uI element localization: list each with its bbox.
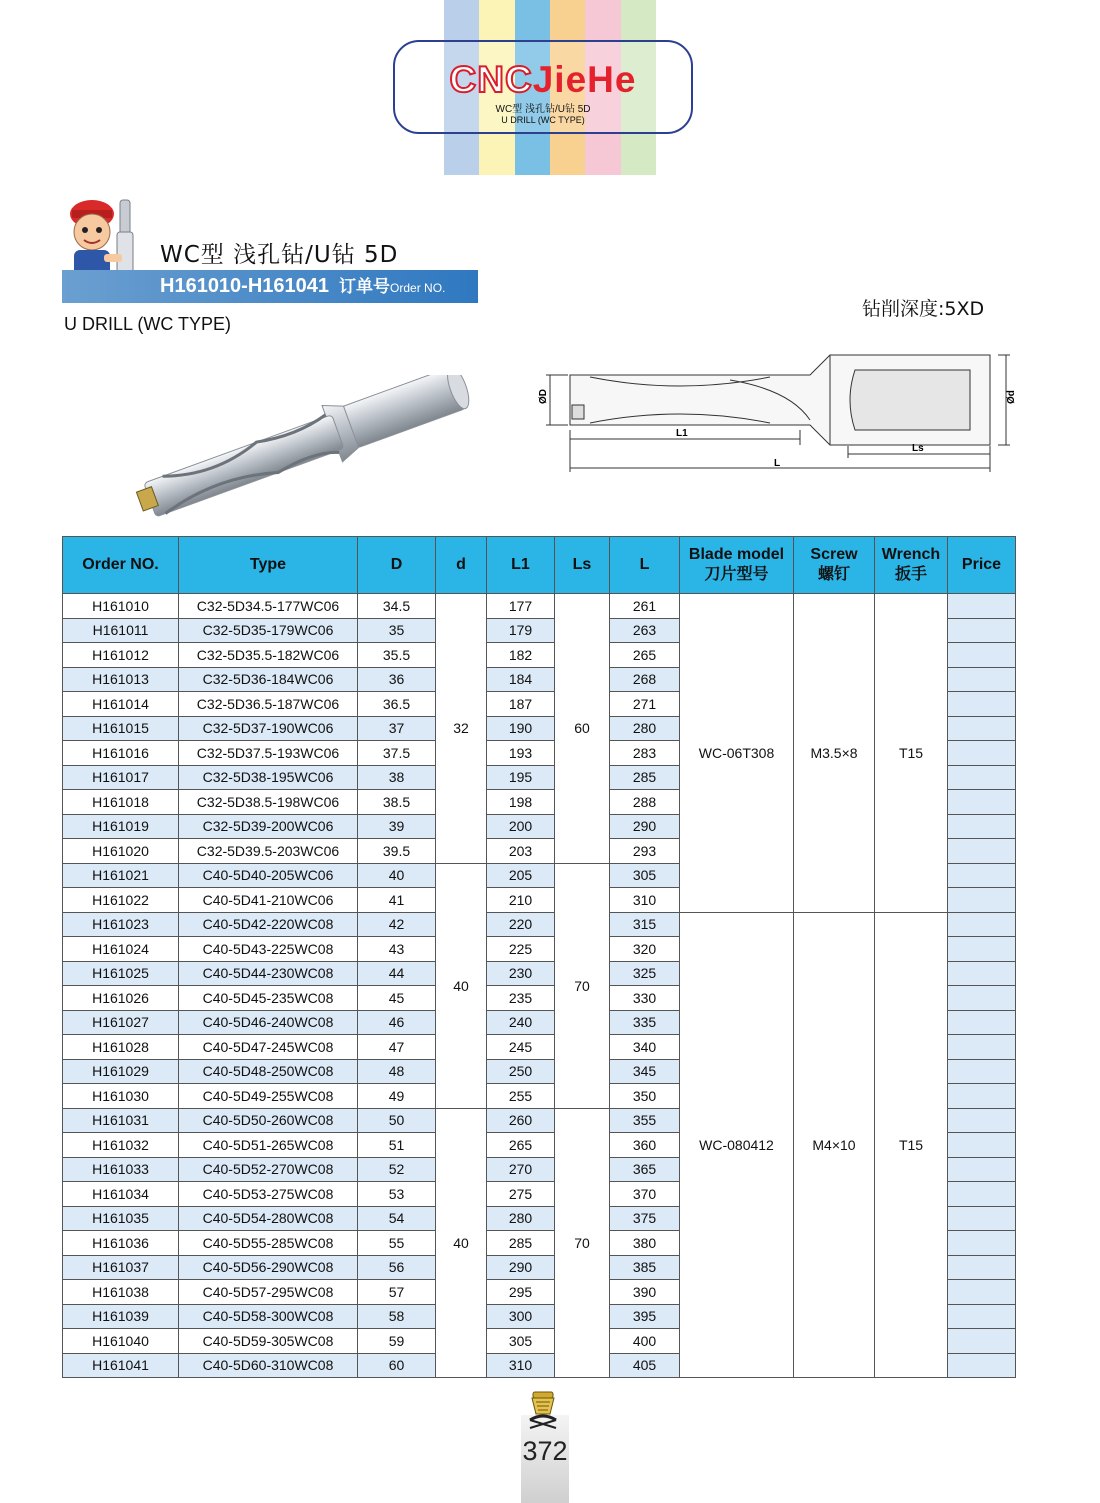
cell-d: 40 [436,863,487,1108]
cell-order: H161041 [63,1353,179,1378]
cell-order: H161025 [63,961,179,986]
cell-order: H161024 [63,937,179,962]
cell-D: 38 [358,765,436,790]
cell-order: H161013 [63,667,179,692]
cell-L: 280 [610,716,680,741]
cell-D: 46 [358,1010,436,1035]
trophy-icon [526,1390,560,1430]
cell-L: 305 [610,863,680,888]
cell-D: 54 [358,1206,436,1231]
cell-screw: M4×10 [794,912,875,1378]
cell-type: C40-5D57-295WC08 [179,1280,358,1305]
cell-price [948,888,1016,913]
cell-order: H161029 [63,1059,179,1084]
brand-logo-box [393,40,693,134]
page-title-cn: WC型 浅孔钻/U钻 5D [160,242,399,268]
cell-L: 340 [610,1035,680,1060]
cell-type: C32-5D38-195WC06 [179,765,358,790]
cell-L1: 177 [487,594,555,619]
cell-price [948,594,1016,619]
cell-order: H161038 [63,1280,179,1305]
cell-price [948,1329,1016,1354]
cell-L: 405 [610,1353,680,1378]
cell-type: C40-5D46-240WC08 [179,1010,358,1035]
cell-L1: 310 [487,1353,555,1378]
cell-L1: 210 [487,888,555,913]
cell-L1: 198 [487,790,555,815]
dimension-label-L1: L1 [676,428,688,439]
cell-D: 35 [358,618,436,643]
cell-order: H161011 [63,618,179,643]
table-header-row [63,537,1016,594]
cell-L: 283 [610,741,680,766]
cell-order: H161032 [63,1133,179,1158]
cell-order: H161030 [63,1084,179,1109]
order-range: H161010-H161041 [160,275,330,297]
cell-price [948,1182,1016,1207]
cell-price [948,692,1016,717]
cell-L: 330 [610,986,680,1011]
cell-D: 37.5 [358,741,436,766]
cell-type: C40-5D49-255WC08 [179,1084,358,1109]
cell-price [948,1255,1016,1280]
cell-order: H161027 [63,1010,179,1035]
cell-D: 57 [358,1280,436,1305]
cell-L: 395 [610,1304,680,1329]
cell-order: H161028 [63,1035,179,1060]
cell-type: C40-5D50-260WC08 [179,1108,358,1133]
brand-subtitle-en: U DRILL (WC TYPE) [501,115,585,125]
header-type: Type [179,537,358,594]
cell-Ls: 70 [555,1108,610,1378]
header-screw-en: Screw [810,546,858,563]
cell-price [948,716,1016,741]
cell-L: 390 [610,1280,680,1305]
cell-D: 36.5 [358,692,436,717]
brand-jiehe: JieHe [532,59,637,100]
cell-price [948,814,1016,839]
cell-L: 310 [610,888,680,913]
cell-L1: 265 [487,1133,555,1158]
cell-type: C40-5D40-205WC06 [179,863,358,888]
cell-order: H161035 [63,1206,179,1231]
cell-D: 53 [358,1182,436,1207]
cell-L: 268 [610,667,680,692]
cell-D: 55 [358,1231,436,1256]
cell-type: C40-5D41-210WC06 [179,888,358,913]
cell-L1: 240 [487,1010,555,1035]
cell-L1: 182 [487,643,555,668]
cell-L: 271 [610,692,680,717]
cell-price [948,741,1016,766]
cell-L1: 300 [487,1304,555,1329]
cell-order: H161026 [63,986,179,1011]
cell-L: 261 [610,594,680,619]
table-row [63,594,1016,619]
dimension-label-D: ØD [538,389,549,404]
drill-photo [122,375,482,525]
cell-d: 32 [436,594,487,864]
cell-type: C32-5D36.5-187WC06 [179,692,358,717]
cell-L1: 187 [487,692,555,717]
cell-price [948,961,1016,986]
cell-type: C32-5D37.5-193WC06 [179,741,358,766]
cell-type: C40-5D44-230WC08 [179,961,358,986]
page-number: 372 [522,1436,568,1466]
order-number-bar [62,270,478,303]
cell-type: C32-5D35-179WC06 [179,618,358,643]
cell-type: C32-5D37-190WC06 [179,716,358,741]
cell-D: 40 [358,863,436,888]
cell-L1: 230 [487,961,555,986]
cell-type: C40-5D42-220WC08 [179,912,358,937]
cell-L: 335 [610,1010,680,1035]
header-D: D [358,537,436,594]
cell-order: H161033 [63,1157,179,1182]
cell-D: 44 [358,961,436,986]
brand-cnc: CNC [449,59,533,100]
cell-L1: 179 [487,618,555,643]
cell-order: H161017 [63,765,179,790]
drill-dimension-diagram [530,350,1020,475]
cell-L1: 200 [487,814,555,839]
cell-L1: 285 [487,1231,555,1256]
cell-L1: 295 [487,1280,555,1305]
cell-D: 45 [358,986,436,1011]
cell-price [948,1353,1016,1378]
cell-type: C32-5D35.5-182WC06 [179,643,358,668]
cell-L1: 255 [487,1084,555,1109]
brand-subtitle-cn: WC型 浅孔钻/U钻 5D [495,104,591,115]
cell-L1: 260 [487,1108,555,1133]
cell-price [948,1010,1016,1035]
cell-D: 60 [358,1353,436,1378]
cell-L1: 220 [487,912,555,937]
cell-type: C40-5D55-285WC08 [179,1231,358,1256]
cell-price [948,937,1016,962]
cell-order: H161020 [63,839,179,864]
cell-L1: 193 [487,741,555,766]
cell-type: C40-5D56-290WC08 [179,1255,358,1280]
cell-L: 400 [610,1329,680,1354]
cell-price [948,1280,1016,1305]
cell-price [948,863,1016,888]
cell-order: H161023 [63,912,179,937]
cell-L1: 235 [487,986,555,1011]
dimension-label-d: Ød [1006,390,1017,404]
cell-price [948,1059,1016,1084]
cell-D: 39.5 [358,839,436,864]
cell-L: 325 [610,961,680,986]
cell-L1: 280 [487,1206,555,1231]
cell-D: 36 [358,667,436,692]
cell-price [948,618,1016,643]
cell-L: 375 [610,1206,680,1231]
cell-blade: WC-06T308 [680,594,794,913]
header-blade-en: Blade model [688,546,785,563]
cell-order: H161022 [63,888,179,913]
cell-L1: 275 [487,1182,555,1207]
cell-L: 385 [610,1255,680,1280]
cell-type: C40-5D58-300WC08 [179,1304,358,1329]
cell-order: H161012 [63,643,179,668]
cell-price [948,839,1016,864]
cell-order: H161021 [63,863,179,888]
cell-type: C32-5D39-200WC06 [179,814,358,839]
cell-D: 35.5 [358,643,436,668]
cell-L: 350 [610,1084,680,1109]
cell-L1: 270 [487,1157,555,1182]
cell-price [948,1206,1016,1231]
cell-L: 285 [610,765,680,790]
cell-L: 355 [610,1108,680,1133]
cell-L1: 205 [487,863,555,888]
cell-price [948,643,1016,668]
cell-L: 370 [610,1182,680,1207]
cell-price [948,1231,1016,1256]
cell-d: 40 [436,1108,487,1378]
cell-price [948,765,1016,790]
cell-D: 41 [358,888,436,913]
cell-type: C40-5D52-270WC08 [179,1157,358,1182]
cell-type: C40-5D59-305WC08 [179,1329,358,1354]
cell-L1: 250 [487,1059,555,1084]
cell-price [948,1035,1016,1060]
cell-L1: 225 [487,937,555,962]
cell-price [948,1108,1016,1133]
header-wrench-en: Wrench [881,546,941,563]
cell-order: H161040 [63,1329,179,1354]
cell-type: C40-5D53-275WC08 [179,1182,358,1207]
cell-L: 293 [610,839,680,864]
cell-L: 288 [610,790,680,815]
cell-price [948,1133,1016,1158]
cell-D: 39 [358,814,436,839]
table-row [63,912,1016,937]
header-Ls: Ls [555,537,610,594]
cell-type: C40-5D47-245WC08 [179,1035,358,1060]
cell-D: 34.5 [358,594,436,619]
header-order: Order NO. [63,537,179,594]
cell-order: H161018 [63,790,179,815]
cell-L: 365 [610,1157,680,1182]
cell-wrench: T15 [875,594,948,913]
page-title-en: U DRILL (WC TYPE) [64,314,232,334]
cell-order: H161037 [63,1255,179,1280]
cell-type: C40-5D54-280WC08 [179,1206,358,1231]
cell-blade: WC-080412 [680,912,794,1378]
cell-price [948,1157,1016,1182]
cell-D: 47 [358,1035,436,1060]
cell-price [948,986,1016,1011]
cell-L: 290 [610,814,680,839]
cell-wrench: T15 [875,912,948,1378]
cell-Ls: 60 [555,594,610,864]
cell-D: 37 [358,716,436,741]
cell-D: 43 [358,937,436,962]
cell-type: C32-5D39.5-203WC06 [179,839,358,864]
cell-type: C40-5D43-225WC08 [179,937,358,962]
cell-order: H161015 [63,716,179,741]
cell-price [948,1304,1016,1329]
cell-type: C40-5D51-265WC08 [179,1133,358,1158]
cell-type: C32-5D34.5-177WC06 [179,594,358,619]
cell-L1: 245 [487,1035,555,1060]
cell-L: 263 [610,618,680,643]
cell-D: 52 [358,1157,436,1182]
header-price: Price [948,537,1016,594]
header-wrench [875,537,948,594]
cell-type: C40-5D60-310WC08 [179,1353,358,1378]
cell-L1: 195 [487,765,555,790]
cell-order: H161010 [63,594,179,619]
header-d: d [436,537,487,594]
order-label-en: Order NO. [390,281,446,295]
cell-price [948,790,1016,815]
cell-order: H161031 [63,1108,179,1133]
cell-order: H161016 [63,741,179,766]
cell-Ls: 70 [555,863,610,1108]
cell-order: H161039 [63,1304,179,1329]
header-blade-cn: 刀片型号 [704,566,769,583]
header-blade [680,537,794,594]
cell-type: C32-5D38.5-198WC06 [179,790,358,815]
cell-screw: M3.5×8 [794,594,875,913]
header-screw [794,537,875,594]
cell-L1: 203 [487,839,555,864]
cell-L1: 184 [487,667,555,692]
cell-order: H161019 [63,814,179,839]
cell-L: 380 [610,1231,680,1256]
cell-D: 38.5 [358,790,436,815]
header-wrench-cn: 扳手 [894,566,927,583]
cell-price [948,1084,1016,1109]
cell-D: 50 [358,1108,436,1133]
cell-D: 48 [358,1059,436,1084]
cell-L: 315 [610,912,680,937]
cell-L1: 305 [487,1329,555,1354]
cell-L: 265 [610,643,680,668]
cell-type: C40-5D45-235WC08 [179,986,358,1011]
dimension-label-Ls: Ls [912,443,924,454]
spec-table [62,536,1016,1378]
cell-type: C40-5D48-250WC08 [179,1059,358,1084]
cell-price [948,912,1016,937]
cell-order: H161014 [63,692,179,717]
cell-D: 58 [358,1304,436,1329]
cell-L: 320 [610,937,680,962]
header-L: L [610,537,680,594]
cell-L: 360 [610,1133,680,1158]
cell-type: C32-5D36-184WC06 [179,667,358,692]
dimension-label-L: L [774,458,781,469]
drilling-depth-label: 钻削深度:5XD [862,298,985,320]
cell-D: 56 [358,1255,436,1280]
cell-order: H161036 [63,1231,179,1256]
header-screw-cn: 螺钉 [817,566,850,583]
cell-D: 42 [358,912,436,937]
table-body [63,594,1016,1378]
brand-logo [395,60,691,100]
cell-D: 49 [358,1084,436,1109]
cell-price [948,667,1016,692]
cell-order: H161034 [63,1182,179,1207]
cell-L1: 190 [487,716,555,741]
cell-D: 51 [358,1133,436,1158]
cell-D: 59 [358,1329,436,1354]
cell-L1: 290 [487,1255,555,1280]
cell-L: 345 [610,1059,680,1084]
header-L1: L1 [487,537,555,594]
order-label-cn: 订单号 [339,277,391,296]
